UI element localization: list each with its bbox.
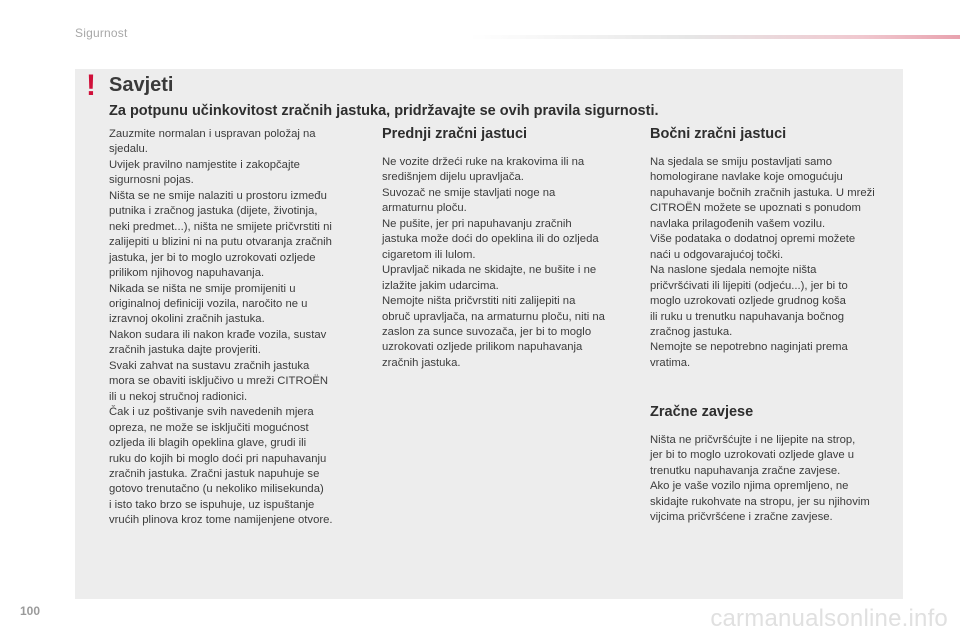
text-line: Na naslone sjedala nemojte ništa (650, 264, 817, 277)
text-line: središnjem dijelu upravljača. (382, 171, 524, 184)
general-advice-text (109, 127, 355, 529)
text-line: Više podataka o dodatnoj opremi možete (650, 233, 856, 246)
text-line: uzrokovati ozljede prilikom napuhavanja (382, 341, 583, 354)
text-line: homologirane navlake koje omogućuju (650, 171, 843, 184)
text-line: Svaki zahvat na sustavu zračnih jastuka (109, 359, 310, 372)
curtain-airbags-column (650, 403, 900, 526)
text-line: zalijepiti u blizini ni na putu otvaranja zračnih (109, 236, 332, 249)
text-line: ruku do kojih bi moglo doći pri napuhavanju (109, 452, 327, 465)
exclamation-icon: ! (86, 69, 96, 102)
text-line: Nemojte ništa pričvrstiti niti zalijepiti na (382, 295, 576, 308)
text-line: moglo uzrokovati ozljede grudnog koša (650, 295, 846, 308)
page-number: 100 (20, 604, 41, 618)
curtain-airbags-text (650, 433, 900, 526)
text-line: Suvozač ne smije stavljati noge na (382, 186, 556, 199)
header-divider (470, 35, 960, 39)
text-line: Zauzmite normalan i uspravan položaj na (109, 128, 316, 140)
text-line: pričvršćivati ili lijepiti (odjeću...), jer bi to (650, 279, 848, 292)
text-line: gotovo trenutačno (u nekoliko milisekunda) (109, 483, 324, 496)
text-line: naći u odgovarajućoj točki. (650, 248, 784, 261)
text-line: Nakon sudara ili nakon krađe vozila, sustav (109, 328, 327, 341)
text-line: sjedalu. (109, 143, 148, 156)
text-line: jastuka može doći do opeklina ili do ozljeda (382, 233, 599, 246)
text-line: i isto tako brzo se ispuhuje, uz ispuštanje (109, 498, 315, 511)
text-line: sigurnosni pojas. (109, 174, 194, 187)
text-line: skidajte rukohvate na stropu, jer su njihovim (650, 495, 870, 508)
text-line: Na sjedala se smiju postavljati samo (650, 156, 833, 168)
general-advice-column (109, 127, 355, 529)
text-line: Čak i uz poštivanje svih navedenih mjera (109, 406, 314, 419)
text-line: Ne vozite držeći ruke na krakovima ili na (382, 156, 585, 168)
front-airbags-text (382, 155, 617, 371)
panel-subtitle: Za potpunu učinkovitost zračnih jastuka, pridržavajte se ovih pravila sigurnosti. (109, 103, 659, 119)
section-title: Sigurnost (75, 26, 128, 40)
text-line: ili u nekoj stručnoj radionici. (109, 390, 248, 403)
text-line: Nikada se ništa ne smije promijeniti u (109, 282, 296, 295)
front-airbags-column (382, 125, 617, 371)
text-line: vijcima pričvršćene i zračne zavjese. (650, 511, 833, 524)
text-line: putnika i zračnog jastuka (dijete, životinja, (109, 205, 318, 218)
text-line: opreza, ne može se isključiti mogućnost (109, 421, 309, 434)
text-line: mora se obaviti isključivo u mreži CITROËN (109, 375, 329, 388)
text-line: Ne pušite, jer pri napuhavanju zračnih (382, 217, 572, 230)
text-line: napuhavanje bočnih zračnih jastuka. U mreži (650, 186, 875, 199)
text-line: zračnih jastuka dajte provjeriti. (109, 344, 261, 357)
text-line: Ako je vaše vozilo njima opremljeno, ne (650, 480, 849, 493)
text-line: navlaka prilagođenih vašem vozilu. (650, 217, 826, 230)
text-line: Nemojte se nepotrebno naginjati prema (650, 341, 848, 354)
text-line: Ništa se ne smije nalaziti u prostoru između (109, 189, 327, 202)
side-airbags-column (650, 125, 900, 371)
text-line: jer bi to moglo uzrokovati ozljede glave u (650, 449, 855, 462)
text-line: obruč upravljača, na armaturnu ploču, niti na (382, 310, 605, 323)
side-airbags-text (650, 155, 900, 371)
text-line: trenutku napuhavanja zračne zavjese. (650, 464, 841, 477)
text-line: zračnih jastuka. Zračni jastuk napuhuje se (109, 467, 320, 480)
text-line: izlažite jakim udarcima. (382, 279, 499, 292)
text-line: originalnoj definiciji vozila, naročito ne u (109, 297, 308, 310)
text-line: Uvijek pravilno namjestite i zakopčajte (109, 158, 300, 171)
curtain-airbags-heading: Zračne zavjese (650, 404, 754, 420)
text-line: Upravljač nikada ne skidajte, ne bušite i ne (382, 264, 597, 277)
side-airbags-heading: Bočni zračni jastuci (650, 126, 787, 142)
text-line: zračnih jastuka. (382, 356, 461, 369)
text-line: Ništa ne pričvršćujte i ne lijepite na strop, (650, 434, 856, 446)
text-line: CITROËN možete se upoznati s ponudom (650, 202, 861, 215)
text-line: zaslon za sunce suvozača, jer bi to moglo (382, 325, 592, 338)
text-line: armaturnu ploču. (382, 202, 467, 215)
text-line: jastuka, jer bi to moglo uzrokovati ozljede (109, 251, 316, 264)
panel-title: Savjeti (109, 74, 174, 96)
text-line: izravnoj okolini zračnih jastuka. (109, 313, 265, 326)
text-line: neki predmet...), ništa ne smijete pričvrstiti ni (109, 220, 332, 233)
text-line: vrućih plinova kroz tome namijenjene otvore. (109, 514, 333, 527)
watermark: carmanualsonline.info (710, 605, 948, 632)
text-line: cigaretom ili lulom. (382, 248, 476, 261)
text-line: ozljeda ili blagih opeklina glave, grudi ili (109, 437, 307, 450)
text-line: ili ruku u trenutku napuhavanja bočnog (650, 310, 845, 323)
front-airbags-heading: Prednji zračni jastuci (382, 126, 528, 142)
text-line: zračnog jastuka. (650, 325, 733, 338)
text-line: vratima. (650, 356, 691, 369)
text-line: prilikom njihovog napuhavanja. (109, 267, 265, 280)
